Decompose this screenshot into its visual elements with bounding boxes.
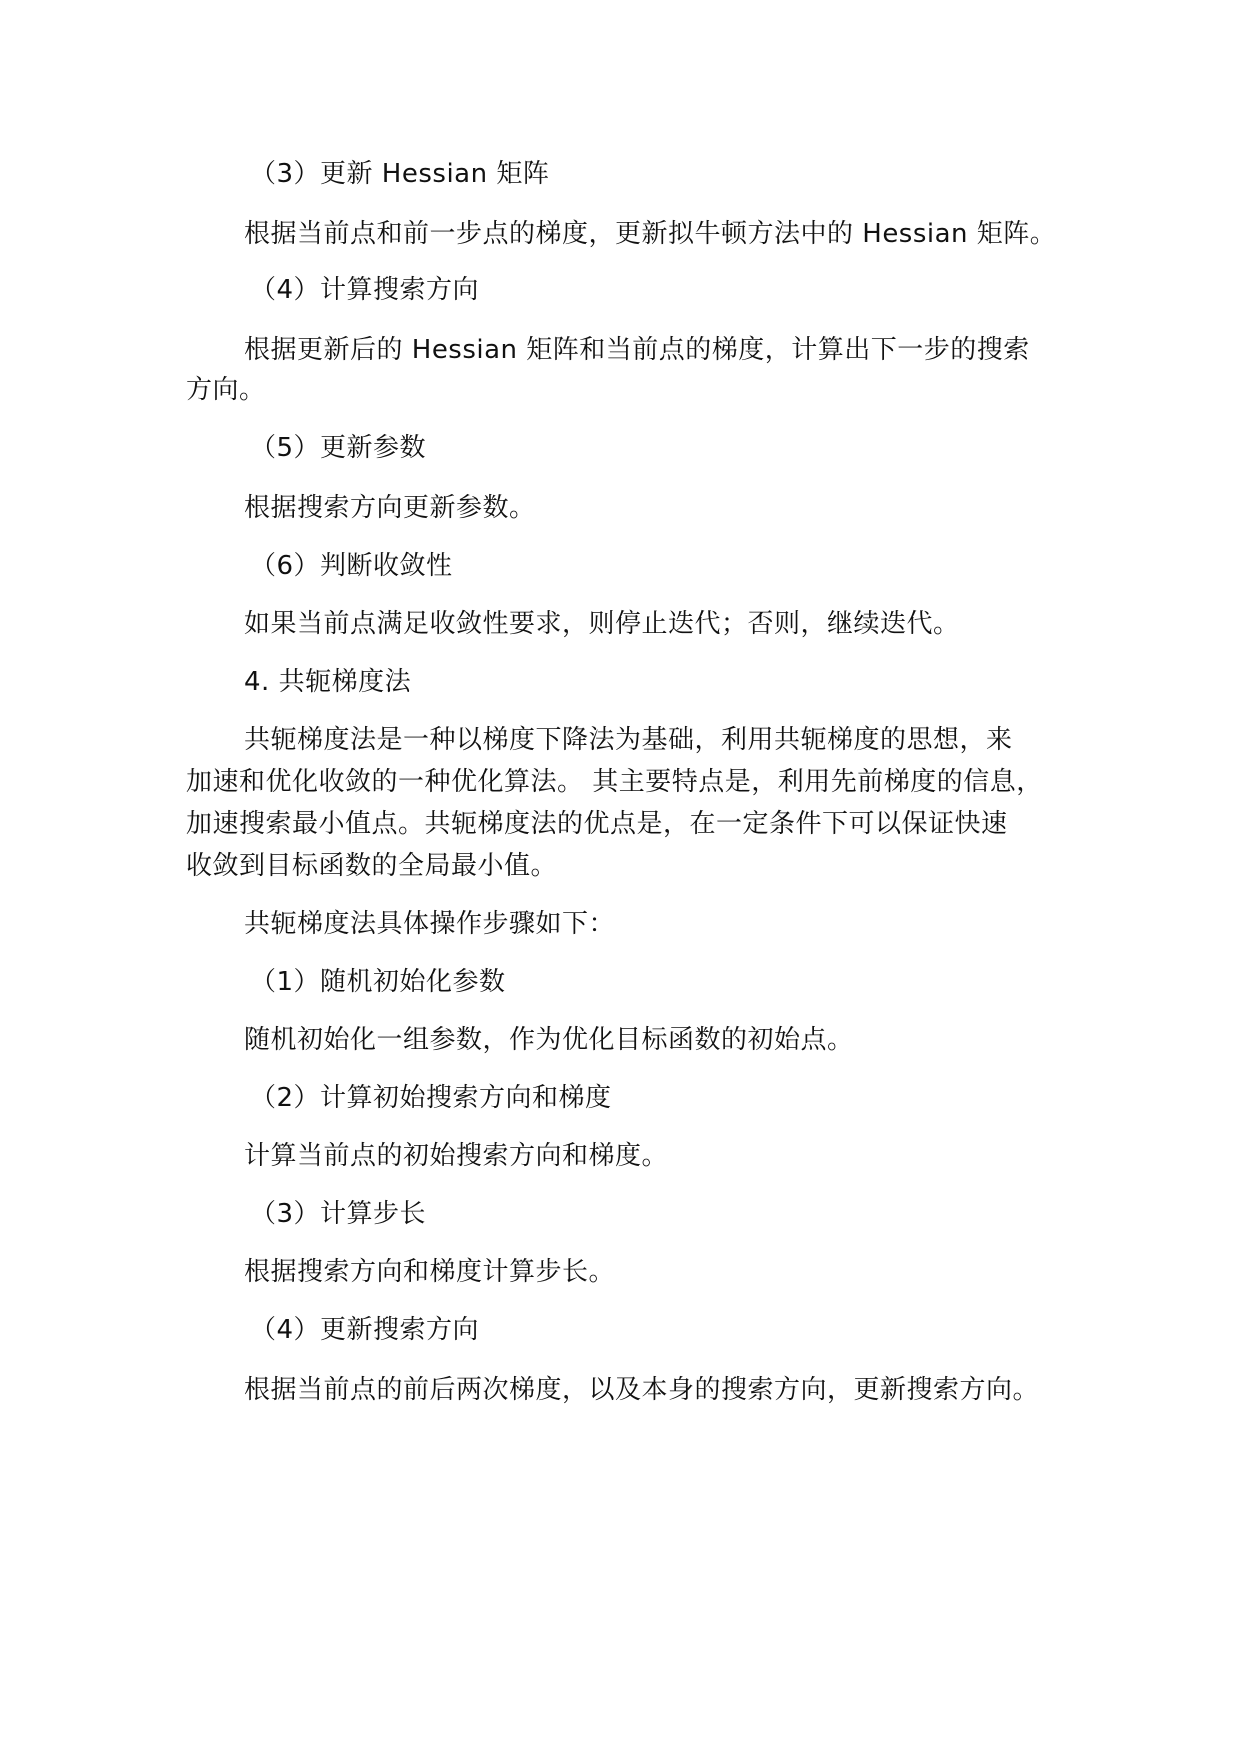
section-heading-conjugate-gradient: 4. 共轭梯度法 [244, 667, 412, 697]
step-heading-search-direction: （4）计算搜索方向 [250, 275, 480, 305]
paragraph-update-hessian-line-1: 根据当前点和前一步点的梯度，更新拟牛顿方法中的 Hessian 矩阵。 [244, 219, 1057, 249]
cg-step-paragraph-4: 根据当前点的前后两次梯度，以及本身的搜索方向，更新搜索方向。 [244, 1375, 1040, 1405]
paragraph-cg-intro-line-4: 收敛到目标函数的全局最小值。 [186, 851, 558, 881]
paragraph-cg-intro-line-1: 共轭梯度法是一种以梯度下降法为基础，利用共轭梯度的思想，来 [244, 725, 1013, 755]
cg-step-paragraph-2: 计算当前点的初始搜索方向和梯度。 [244, 1141, 669, 1171]
paragraph-search-direction-line-1: 根据更新后的 Hessian 矩阵和当前点的梯度，计算出下一步的搜索 [244, 335, 1030, 365]
step-heading-update-params: （5）更新参数 [250, 433, 427, 463]
cg-step-heading-3: （3）计算步长 [250, 1199, 427, 1229]
paragraph-update-params-line-1: 根据搜索方向更新参数。 [244, 493, 536, 523]
paragraph-cg-steps-intro: 共轭梯度法具体操作步骤如下： [244, 909, 616, 939]
paragraph-search-direction-line-2: 方向。 [186, 375, 266, 405]
paragraph-cg-intro-line-3: 加速搜索最小值点。共轭梯度法的优点是，在一定条件下可以保证快速 [186, 809, 1008, 839]
step-heading-convergence: （6）判断收敛性 [250, 551, 453, 581]
cg-step-heading-4: （4）更新搜索方向 [250, 1315, 480, 1345]
paragraph-convergence-line-1: 如果当前点满足收敛性要求，则停止迭代；否则，继续迭代。 [244, 609, 960, 639]
cg-step-heading-2: （2）计算初始搜索方向和梯度 [250, 1083, 612, 1113]
cg-step-paragraph-3: 根据搜索方向和梯度计算步长。 [244, 1257, 616, 1287]
step-heading-update-hessian: （3）更新 Hessian 矩阵 [250, 159, 550, 189]
cg-step-heading-1: （1）随机初始化参数 [250, 967, 506, 997]
cg-step-paragraph-1: 随机初始化一组参数，作为优化目标函数的初始点。 [244, 1025, 854, 1055]
paragraph-cg-intro-line-2: 加速和优化收敛的一种优化算法。 其主要特点是，利用先前梯度的信息， [186, 767, 1043, 797]
